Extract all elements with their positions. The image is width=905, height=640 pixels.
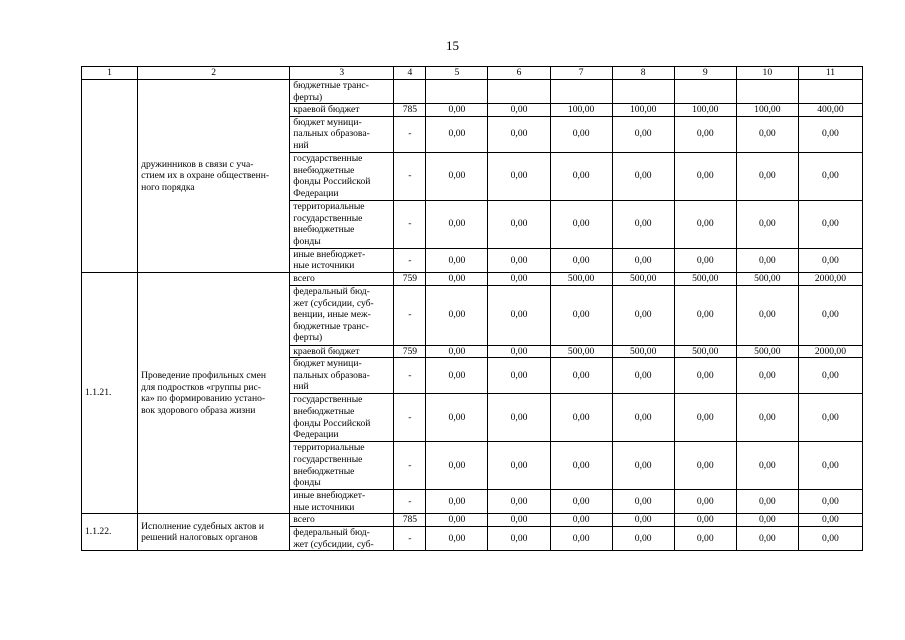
column-header: 8 bbox=[612, 67, 674, 80]
amount-cell: 0,00 bbox=[488, 514, 550, 527]
funding-source: федеральный бюд- жет (субсидии, суб- венции, иные меж- бюджетные транс- ферты) bbox=[290, 285, 394, 345]
column-header: 1 bbox=[82, 67, 138, 80]
amount-cell: 0,00 bbox=[488, 200, 550, 248]
amount-cell: 0,00 bbox=[736, 285, 798, 345]
amount-cell: 0,00 bbox=[488, 394, 550, 442]
amount-cell: 0,00 bbox=[736, 394, 798, 442]
amount-cell: 0,00 bbox=[426, 152, 488, 200]
amount-cell: 0,00 bbox=[550, 285, 612, 345]
budget-code: - bbox=[394, 490, 426, 514]
amount-cell: 0,00 bbox=[674, 358, 736, 394]
column-header: 5 bbox=[426, 67, 488, 80]
column-header: 10 bbox=[736, 67, 798, 80]
table-row bbox=[82, 80, 863, 104]
budget-code: - bbox=[394, 116, 426, 152]
funding-source: всего bbox=[290, 272, 394, 285]
amount-cell: 0,00 bbox=[736, 248, 798, 272]
item-name: Исполнение судебных актов и решений налоговых органов bbox=[138, 514, 290, 551]
amount-cell: 0,00 bbox=[488, 116, 550, 152]
item-code bbox=[82, 80, 138, 273]
amount-cell: 0,00 bbox=[426, 490, 488, 514]
table-row bbox=[82, 514, 863, 527]
column-number-row bbox=[82, 67, 863, 80]
amount-cell: 0,00 bbox=[612, 285, 674, 345]
amount-cell: 0,00 bbox=[798, 248, 862, 272]
amount-cell bbox=[612, 80, 674, 104]
amount-cell: 0,00 bbox=[612, 248, 674, 272]
budget-code: - bbox=[394, 285, 426, 345]
amount-cell: 0,00 bbox=[674, 394, 736, 442]
amount-cell: 0,00 bbox=[674, 152, 736, 200]
amount-cell bbox=[550, 80, 612, 104]
column-header: 6 bbox=[488, 67, 550, 80]
funding-source: всего bbox=[290, 514, 394, 527]
budget-code: - bbox=[394, 394, 426, 442]
item-code: 1.1.22. bbox=[82, 514, 138, 551]
table-row bbox=[82, 272, 863, 285]
amount-cell: 0,00 bbox=[426, 248, 488, 272]
budget-code: - bbox=[394, 152, 426, 200]
amount-cell: 0,00 bbox=[798, 285, 862, 345]
item-name: дружинников в связи с уча- стием их в охране общественн- ного порядка bbox=[138, 80, 290, 273]
column-header: 3 bbox=[290, 67, 394, 80]
budget-code: - bbox=[394, 200, 426, 248]
amount-cell bbox=[674, 80, 736, 104]
amount-cell: 0,00 bbox=[550, 514, 612, 527]
amount-cell: 0,00 bbox=[798, 116, 862, 152]
funding-source: краевой бюджет bbox=[290, 104, 394, 117]
amount-cell: 0,00 bbox=[612, 200, 674, 248]
amount-cell: 0,00 bbox=[488, 358, 550, 394]
amount-cell bbox=[426, 80, 488, 104]
amount-cell: 0,00 bbox=[488, 272, 550, 285]
amount-cell: 100,00 bbox=[736, 104, 798, 117]
amount-cell: 0,00 bbox=[550, 248, 612, 272]
amount-cell: 0,00 bbox=[736, 358, 798, 394]
amount-cell: 0,00 bbox=[426, 345, 488, 358]
amount-cell: 0,00 bbox=[798, 526, 862, 550]
amount-cell: 0,00 bbox=[612, 358, 674, 394]
funding-source: бюджет муници- пальных образова- ний bbox=[290, 358, 394, 394]
amount-cell: 0,00 bbox=[550, 200, 612, 248]
amount-cell: 0,00 bbox=[426, 272, 488, 285]
item-name: Проведение профильных смен для подростков «группы рис- ка» по формированию устано- вок здорового образа жизни bbox=[138, 272, 290, 513]
amount-cell: 0,00 bbox=[674, 526, 736, 550]
amount-cell: 0,00 bbox=[674, 490, 736, 514]
column-header: 11 bbox=[798, 67, 862, 80]
amount-cell: 0,00 bbox=[798, 514, 862, 527]
funding-source: бюджетные транс- ферты) bbox=[290, 80, 394, 104]
funding-source: территориальные государственные внебюджетные фонды bbox=[290, 442, 394, 490]
amount-cell: 0,00 bbox=[612, 514, 674, 527]
amount-cell: 0,00 bbox=[426, 285, 488, 345]
amount-cell: 0,00 bbox=[426, 116, 488, 152]
item-code: 1.1.21. bbox=[82, 272, 138, 513]
amount-cell: 400,00 bbox=[798, 104, 862, 117]
amount-cell: 0,00 bbox=[426, 394, 488, 442]
amount-cell: 0,00 bbox=[488, 285, 550, 345]
amount-cell: 0,00 bbox=[488, 490, 550, 514]
amount-cell: 0,00 bbox=[488, 526, 550, 550]
amount-cell: 0,00 bbox=[550, 394, 612, 442]
amount-cell: 0,00 bbox=[736, 514, 798, 527]
amount-cell: 0,00 bbox=[488, 104, 550, 117]
amount-cell: 0,00 bbox=[550, 490, 612, 514]
amount-cell: 0,00 bbox=[488, 248, 550, 272]
column-header: 7 bbox=[550, 67, 612, 80]
funding-source: краевой бюджет bbox=[290, 345, 394, 358]
amount-cell: 0,00 bbox=[736, 490, 798, 514]
budget-code: 759 bbox=[394, 272, 426, 285]
amount-cell: 0,00 bbox=[674, 116, 736, 152]
amount-cell: 0,00 bbox=[798, 358, 862, 394]
budget-code: 759 bbox=[394, 345, 426, 358]
amount-cell: 0,00 bbox=[550, 442, 612, 490]
amount-cell: 0,00 bbox=[488, 152, 550, 200]
funding-source: федеральный бюд- жет (субсидии, суб- bbox=[290, 526, 394, 550]
amount-cell: 100,00 bbox=[674, 104, 736, 117]
amount-cell: 0,00 bbox=[488, 345, 550, 358]
budget-code: - bbox=[394, 442, 426, 490]
amount-cell: 0,00 bbox=[426, 358, 488, 394]
budget-code: - bbox=[394, 358, 426, 394]
amount-cell: 0,00 bbox=[550, 152, 612, 200]
amount-cell: 0,00 bbox=[674, 442, 736, 490]
amount-cell: 0,00 bbox=[426, 200, 488, 248]
amount-cell: 0,00 bbox=[736, 152, 798, 200]
amount-cell: 0,00 bbox=[612, 526, 674, 550]
amount-cell: 0,00 bbox=[550, 358, 612, 394]
funding-source: иные внебюджет- ные источники bbox=[290, 248, 394, 272]
amount-cell: 0,00 bbox=[736, 200, 798, 248]
amount-cell: 0,00 bbox=[798, 442, 862, 490]
amount-cell: 500,00 bbox=[736, 272, 798, 285]
funding-source: бюджет муници- пальных образова- ний bbox=[290, 116, 394, 152]
budget-code: 785 bbox=[394, 514, 426, 527]
amount-cell: 0,00 bbox=[674, 514, 736, 527]
amount-cell: 100,00 bbox=[550, 104, 612, 117]
funding-source: государственные внебюджетные фонды Российской Федерации bbox=[290, 152, 394, 200]
amount-cell: 0,00 bbox=[488, 442, 550, 490]
amount-cell: 0,00 bbox=[798, 490, 862, 514]
funding-source: территориальные государственные внебюджетные фонды bbox=[290, 200, 394, 248]
amount-cell: 0,00 bbox=[674, 248, 736, 272]
amount-cell: 500,00 bbox=[550, 272, 612, 285]
amount-cell: 500,00 bbox=[674, 345, 736, 358]
amount-cell: 2000,00 bbox=[798, 272, 862, 285]
column-header: 4 bbox=[394, 67, 426, 80]
amount-cell: 0,00 bbox=[798, 152, 862, 200]
page-number: 15 bbox=[446, 38, 459, 53]
budget-code: - bbox=[394, 526, 426, 550]
amount-cell bbox=[488, 80, 550, 104]
amount-cell: 0,00 bbox=[612, 394, 674, 442]
budget-code: 785 bbox=[394, 104, 426, 117]
amount-cell: 0,00 bbox=[612, 116, 674, 152]
budget-table bbox=[81, 66, 863, 551]
amount-cell: 500,00 bbox=[550, 345, 612, 358]
amount-cell: 0,00 bbox=[612, 442, 674, 490]
amount-cell: 0,00 bbox=[798, 200, 862, 248]
amount-cell: 0,00 bbox=[674, 285, 736, 345]
amount-cell: 100,00 bbox=[612, 104, 674, 117]
amount-cell: 0,00 bbox=[612, 490, 674, 514]
amount-cell: 2000,00 bbox=[798, 345, 862, 358]
amount-cell: 0,00 bbox=[736, 442, 798, 490]
amount-cell: 0,00 bbox=[550, 526, 612, 550]
amount-cell: 0,00 bbox=[426, 104, 488, 117]
amount-cell: 500,00 bbox=[674, 272, 736, 285]
amount-cell: 0,00 bbox=[736, 526, 798, 550]
column-header: 2 bbox=[138, 67, 290, 80]
funding-source: государственные внебюджетные фонды Российской Федерации bbox=[290, 394, 394, 442]
amount-cell: 0,00 bbox=[426, 442, 488, 490]
column-header: 9 bbox=[674, 67, 736, 80]
budget-code: - bbox=[394, 248, 426, 272]
funding-source: иные внебюджет- ные источники bbox=[290, 490, 394, 514]
amount-cell: 0,00 bbox=[550, 116, 612, 152]
amount-cell bbox=[736, 80, 798, 104]
amount-cell: 500,00 bbox=[736, 345, 798, 358]
amount-cell: 0,00 bbox=[426, 526, 488, 550]
amount-cell: 0,00 bbox=[612, 152, 674, 200]
budget-code bbox=[394, 80, 426, 104]
amount-cell: 0,00 bbox=[736, 116, 798, 152]
amount-cell: 0,00 bbox=[674, 200, 736, 248]
amount-cell: 500,00 bbox=[612, 345, 674, 358]
table-body bbox=[82, 67, 863, 551]
amount-cell: 0,00 bbox=[798, 394, 862, 442]
amount-cell: 500,00 bbox=[612, 272, 674, 285]
amount-cell bbox=[798, 80, 862, 104]
amount-cell: 0,00 bbox=[426, 514, 488, 527]
